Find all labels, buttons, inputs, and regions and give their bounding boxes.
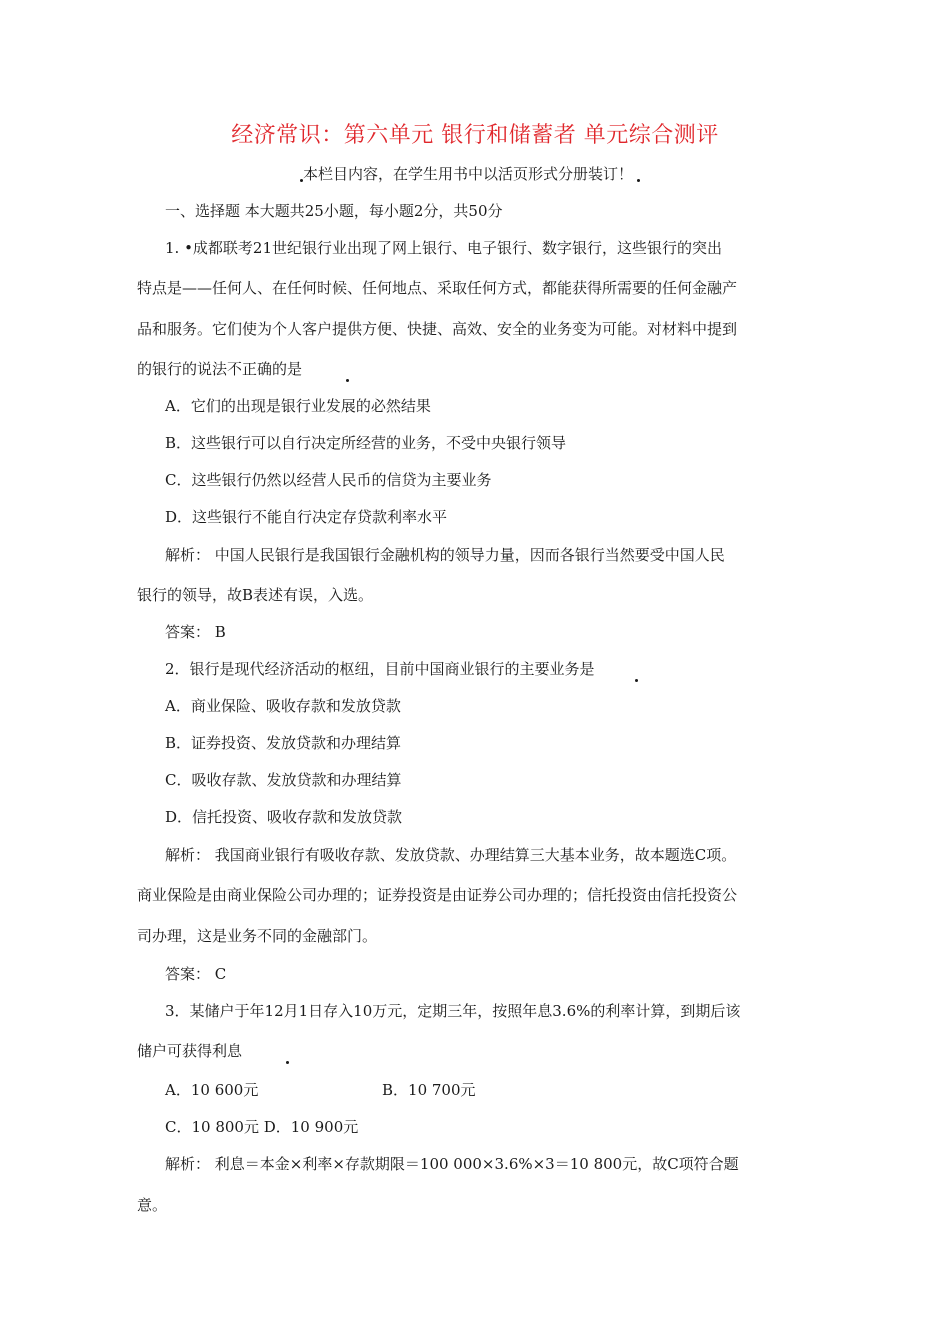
dot-mark	[637, 179, 640, 182]
q2-analysis-line1: 解析： 我国商业银行有吸收存款、发放贷款、办理结算三大基本业务，故本题选C项。	[165, 846, 737, 864]
q1-stem-line2: 特点是——任何人、在任何时候、任何地点、采取任何方式，都能获得所需要的任何金融产	[137, 279, 738, 297]
q2-option-a: A．商业保险、吸收存款和发放贷款	[165, 697, 401, 715]
q1-option-d: D．这些银行不能自行决定存贷款利率水平	[165, 508, 448, 526]
q1-option-c: C．这些银行仍然以经营人民币的信贷为主要业务	[165, 471, 492, 489]
q1-option-b: B．这些银行可以自行决定所经营的业务，不受中央银行领导	[165, 434, 567, 452]
q2-stem-line1	[165, 659, 638, 682]
q3-stem-line1: 3．某储户于年12月1日存入10万元，定期三年，按照年息3.6%的利率计算，到期后该	[165, 1002, 741, 1020]
blank-dot	[635, 679, 638, 682]
q2-option-d: D．信托投资、吸收存款和发放贷款	[165, 808, 403, 826]
q3-stem-line2	[137, 1041, 289, 1064]
blank-dot	[286, 1061, 289, 1064]
q3-analysis-line2: 意。	[137, 1196, 168, 1214]
blank-dot	[346, 379, 349, 382]
q1-stem-text: 的银行的说法不正确的是	[137, 360, 303, 378]
q1-stem-line1: 1. •成都联考21世纪银行业出现了网上银行、电子银行、数字银行，这些银行的突出	[165, 239, 723, 257]
q2-answer: 答案： C	[165, 965, 227, 983]
q1-stem-line3: 品和服务。它们使为个人客户提供方便、快捷、高效、安全的业务变为可能。对材料中提到	[137, 320, 738, 338]
q1-stem-line4	[137, 359, 349, 382]
q1-option-a: A．它们的出现是银行业发展的必然结果	[165, 397, 431, 415]
q1-answer: 答案： B	[165, 623, 226, 641]
q2-stem-text: 2．银行是现代经济活动的枢纽，目前中国商业银行的主要业务是	[165, 660, 595, 678]
q2-analysis-line3: 司办理，这是业务不同的金融部门。	[137, 927, 378, 945]
q1-analysis-line1: 解析： 中国人民银行是我国银行金融机构的领导力量，因而各银行当然要受中国人民	[165, 546, 725, 564]
q3-option-a: A．10 600元	[165, 1081, 259, 1099]
q2-option-b: B．证券投资、发放贷款和办理结算	[165, 734, 402, 752]
note-line	[300, 164, 640, 184]
q2-analysis-line2: 商业保险是由商业保险公司办理的；证券投资是由证券公司办理的；信托投资由信托投资公	[137, 886, 738, 904]
document-title: 经济常识：第六单元 银行和储蓄者 单元综合测评	[231, 123, 719, 148]
section-heading: 一、选择题 本大题共25小题，每小题2分，共50分	[165, 202, 503, 220]
q3-analysis-line1: 解析： 利息＝本金×利率×存款期限＝100 000×3.6%×3＝10 800元，故C项符合题	[165, 1155, 739, 1173]
q1-analysis-line2: 银行的领导，故B表述有误，入选。	[137, 586, 374, 604]
note-text: 本栏目内容，在学生用书中以活页形式分册装订！	[303, 165, 634, 183]
q3-option-cd: C．10 800元 D．10 900元	[165, 1118, 359, 1136]
q3-stem-text: 储户可获得利息	[137, 1042, 243, 1060]
q2-option-c: C．吸收存款、发放贷款和办理结算	[165, 771, 402, 789]
q3-option-b: B．10 700元	[382, 1081, 476, 1099]
